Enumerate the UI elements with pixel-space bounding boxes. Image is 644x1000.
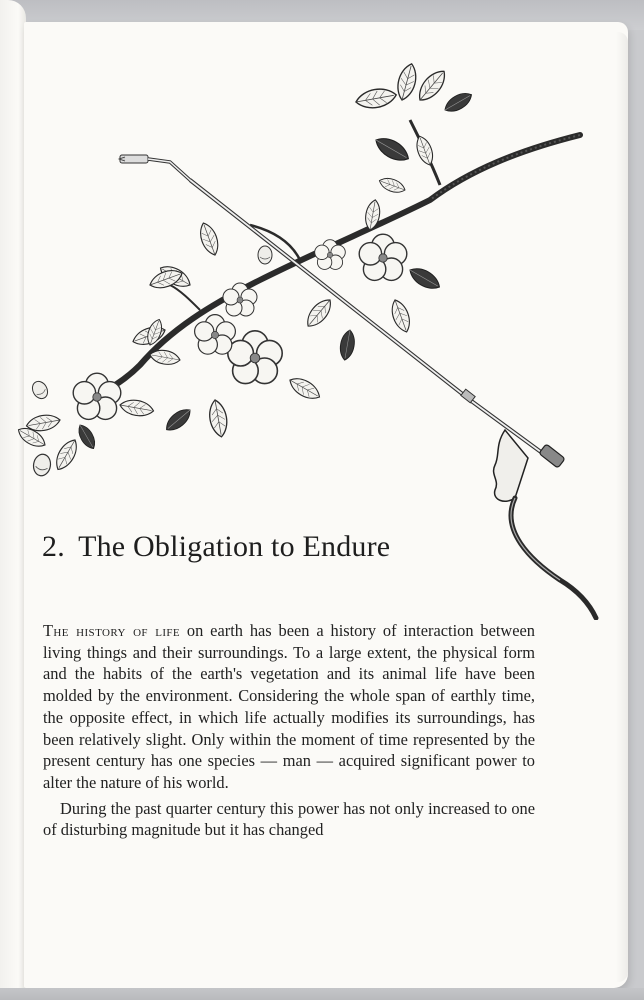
- paragraph-2: During the past quarter century this power has not only increased to one of disturbing magnitude but it has changed: [43, 798, 535, 840]
- body-text: [43, 620, 535, 841]
- chapter-heading: [42, 530, 390, 564]
- chapter-title: The Obligation to Endure: [78, 530, 391, 563]
- paragraph-lead-in: The history of life: [43, 621, 181, 640]
- paragraph-1: [43, 620, 535, 794]
- paragraph-1-text: on earth has been a history of interaction between living things and their surroundings. To a large extent, the physical form and the habits of the earth's vegetation and its animal life have been molded by the environment. Considering the whole span of earthly time, the opposite effect, in which life actually modifies its surroundings, has been relatively slight. Only within the moment of time represented by the present century has one species — man — acquired significant power to alter the nature of his world.: [43, 621, 535, 792]
- sprayer-hose: [511, 498, 596, 618]
- backdrop-bottom: [0, 988, 644, 1000]
- chapter-number: 2.: [42, 530, 65, 563]
